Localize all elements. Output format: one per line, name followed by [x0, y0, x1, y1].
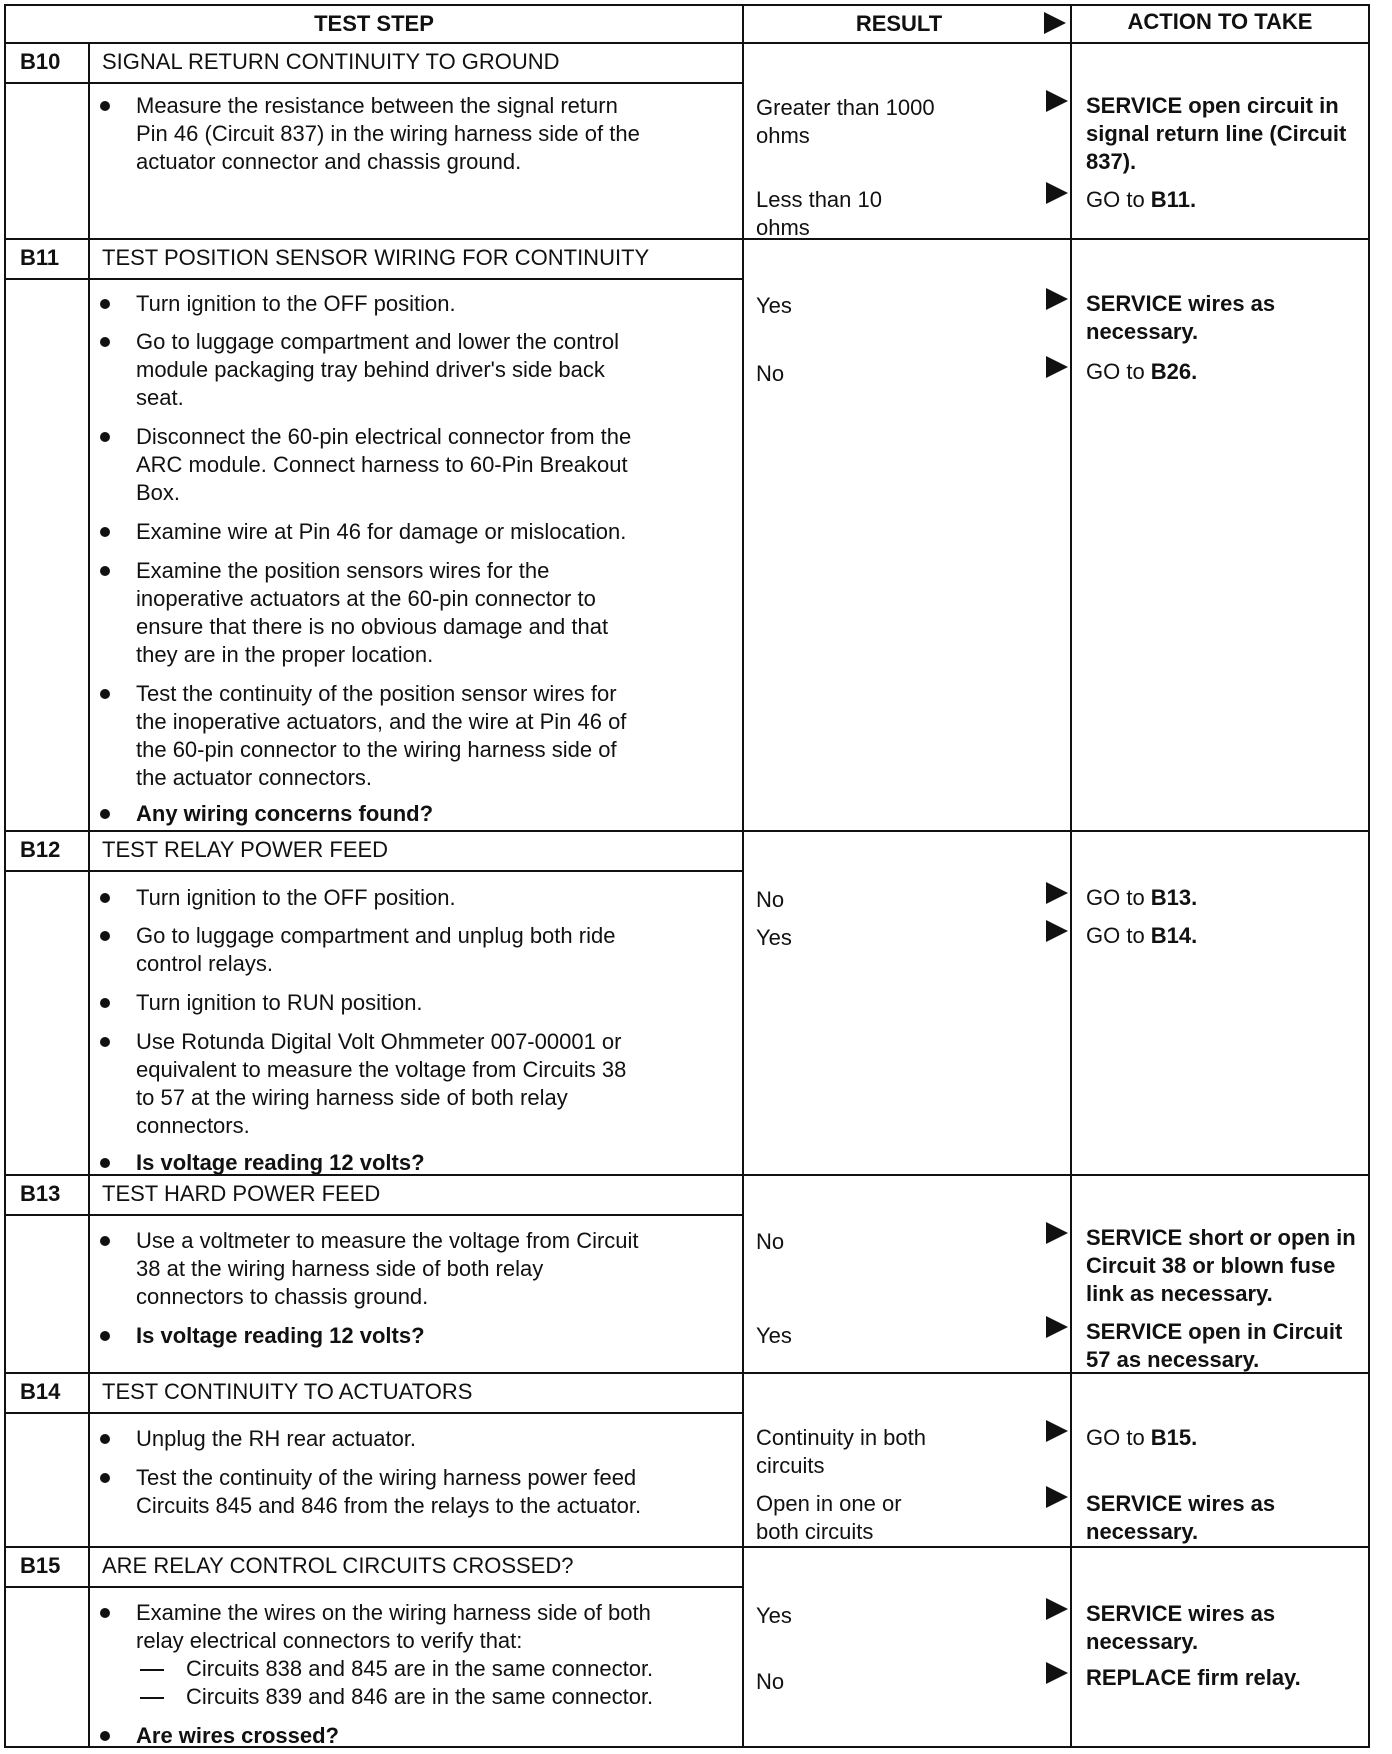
bullet-icon [100, 1434, 110, 1444]
result-text: both circuits [756, 1519, 874, 1544]
step-line: Box. [136, 480, 181, 505]
bullet-icon [100, 1608, 110, 1618]
bullet-icon [100, 432, 110, 442]
step-line: Test the continuity of the wiring harness power feed [136, 1465, 637, 1490]
result-text: circuits [756, 1453, 825, 1478]
header-result: RESULT [855, 11, 943, 36]
action-text: GO to B15. [1086, 1425, 1198, 1450]
column-divider-action [1070, 6, 1072, 1746]
step-id: B15 [20, 1553, 61, 1578]
action-text: SERVICE open in Circuit [1086, 1319, 1343, 1344]
arrow-icon [1046, 882, 1068, 904]
step-line: ensure that there is no obvious damage and that [136, 614, 609, 639]
step-line: Use Rotunda Digital Volt Ohmmeter 007-00001 or [136, 1029, 622, 1054]
step-line: connectors. [136, 1113, 250, 1138]
step-line: Turn ignition to the OFF position. [136, 291, 456, 316]
step-line: Test the continuity of the position sensor wires for [136, 681, 617, 706]
step-line: module packaging tray behind driver's side back [136, 357, 605, 382]
bullet-icon [100, 101, 110, 111]
result-text: Yes [756, 1603, 792, 1628]
bullet-icon [100, 689, 110, 699]
arrow-icon [1046, 1486, 1068, 1508]
step-line: the 60-pin connector to the wiring harness side of [136, 737, 617, 762]
action-text: GO to B13. [1086, 885, 1198, 910]
step-id: B12 [20, 837, 61, 862]
bullet-icon [100, 299, 110, 309]
action-text: necessary. [1086, 319, 1199, 344]
arrow-icon [1046, 920, 1068, 942]
arrow-icon [1044, 12, 1066, 34]
arrow-icon [1046, 1316, 1068, 1338]
action-text: GO to B26. [1086, 359, 1198, 384]
id-cell-divider [88, 238, 90, 280]
step-question: Any wiring concerns found? [136, 801, 434, 826]
result-text: No [756, 1669, 785, 1694]
step-indent-border [88, 1412, 90, 1546]
action-text: SERVICE open circuit in [1086, 93, 1339, 118]
result-text: Yes [756, 1323, 792, 1348]
title-row-divider [6, 1214, 742, 1216]
id-cell-divider [88, 830, 90, 872]
step-line: control relays. [136, 951, 273, 976]
section-divider [6, 238, 1368, 240]
id-cell-divider [88, 1372, 90, 1414]
id-cell-divider [88, 1546, 90, 1588]
column-divider-result [742, 6, 744, 1746]
arrow-icon [1046, 288, 1068, 310]
bullet-icon [100, 527, 110, 537]
result-text: Yes [756, 293, 792, 318]
bullet-icon [100, 1236, 110, 1246]
step-title: TEST CONTINUITY TO ACTUATORS [102, 1379, 473, 1404]
result-text: Greater than 1000 [756, 95, 935, 120]
step-title: TEST RELAY POWER FEED [102, 837, 389, 862]
step-line: inoperative actuators at the 60-pin connector to [136, 586, 596, 611]
section-divider [6, 830, 1368, 832]
arrow-icon [1046, 1662, 1068, 1684]
step-line: ARC module. Connect harness to 60-Pin Breakout [136, 452, 628, 477]
result-text: No [756, 887, 785, 912]
title-row-divider [6, 1586, 742, 1588]
arrow-icon [1046, 356, 1068, 378]
bullet-icon [100, 1731, 110, 1741]
arrow-icon [1046, 182, 1068, 204]
step-title: ARE RELAY CONTROL CIRCUITS CROSSED? [102, 1553, 574, 1578]
title-row-divider [6, 278, 742, 280]
result-text: ohms [756, 215, 810, 240]
result-text: Open in one or [756, 1491, 902, 1516]
step-line: Go to luggage compartment and unplug both ride [136, 923, 616, 948]
action-text: 57 as necessary. [1086, 1347, 1260, 1372]
title-row-divider [6, 870, 742, 872]
step-line: 38 at the wiring harness side of both relay [136, 1256, 544, 1281]
step-line: Examine the position sensors wires for the [136, 558, 550, 583]
arrow-icon [1046, 1598, 1068, 1620]
bullet-icon [100, 1158, 110, 1168]
step-line: Measure the resistance between the signal return [136, 93, 618, 118]
bullet-icon [100, 931, 110, 941]
step-line: seat. [136, 385, 184, 410]
step-line: Turn ignition to RUN position. [136, 990, 423, 1015]
step-line: Go to luggage compartment and lower the control [136, 329, 620, 354]
title-row-divider [6, 1412, 742, 1414]
step-line: the inoperative actuators, and the wire at Pin 46 of [136, 709, 627, 734]
action-text: necessary. [1086, 1519, 1199, 1544]
action-text: necessary. [1086, 1629, 1199, 1654]
step-id: B10 [20, 49, 61, 74]
step-line: Use a voltmeter to measure the voltage from Circuit [136, 1228, 639, 1253]
result-text: No [756, 361, 785, 386]
step-sub-line: Circuits 838 and 845 are in the same connector. [186, 1656, 654, 1681]
bullet-icon [100, 1331, 110, 1341]
step-indent-border [88, 870, 90, 1174]
action-text: 837). [1086, 149, 1137, 174]
step-line: Examine wire at Pin 46 for damage or mislocation. [136, 519, 627, 544]
step-id: B14 [20, 1379, 61, 1404]
result-text: No [756, 1229, 785, 1254]
dash-icon [140, 1669, 164, 1671]
action-text: GO to B11. [1086, 187, 1197, 212]
header-action: ACTION TO TAKE [1127, 9, 1313, 34]
step-id: B13 [20, 1181, 61, 1206]
step-title: SIGNAL RETURN CONTINUITY TO GROUND [102, 49, 560, 74]
step-line: Circuits 845 and 846 from the relays to the actuator. [136, 1493, 642, 1518]
step-line: connectors to chassis ground. [136, 1284, 429, 1309]
step-indent-border [88, 82, 90, 238]
dash-icon [140, 1697, 164, 1699]
bullet-icon [100, 566, 110, 576]
step-line: relay electrical connectors to verify that: [136, 1628, 523, 1653]
action-text: link as necessary. [1086, 1281, 1273, 1306]
header-divider [6, 42, 1368, 44]
diagnostic-test-table [4, 4, 1370, 1748]
step-line: to 57 at the wiring harness side of both relay [136, 1085, 568, 1110]
step-indent-border [88, 278, 90, 830]
step-line: the actuator connectors. [136, 765, 373, 790]
title-row-divider [6, 82, 742, 84]
step-title: TEST POSITION SENSOR WIRING FOR CONTINUITY [102, 245, 650, 270]
action-text: signal return line (Circuit [1086, 121, 1347, 146]
step-line: Examine the wires on the wiring harness side of both [136, 1600, 651, 1625]
bullet-icon [100, 337, 110, 347]
bullet-icon [100, 893, 110, 903]
arrow-icon [1046, 1420, 1068, 1442]
step-question: Is voltage reading 12 volts? [136, 1150, 425, 1175]
step-indent-border [88, 1214, 90, 1372]
step-line: Unplug the RH rear actuator. [136, 1426, 417, 1451]
step-question: Is voltage reading 12 volts? [136, 1323, 425, 1348]
step-id: B11 [20, 245, 60, 270]
step-indent-border [88, 1586, 90, 1746]
result-text: Less than 10 [756, 187, 882, 212]
header-test-step: TEST STEP [314, 11, 434, 36]
action-text: Circuit 38 or blown fuse [1086, 1253, 1336, 1278]
action-text: SERVICE wires as [1086, 291, 1276, 316]
arrow-icon [1046, 90, 1068, 112]
step-line: equivalent to measure the voltage from Circuits 38 [136, 1057, 627, 1082]
id-cell-divider [88, 42, 90, 84]
step-sub-line: Circuits 839 and 846 are in the same connector. [186, 1684, 654, 1709]
result-text: ohms [756, 123, 810, 148]
action-text: REPLACE firm relay. [1086, 1665, 1301, 1690]
step-line: Disconnect the 60-pin electrical connector from the [136, 424, 632, 449]
step-line: Turn ignition to the OFF position. [136, 885, 456, 910]
step-line: actuator connector and chassis ground. [136, 149, 522, 174]
arrow-icon [1046, 1222, 1068, 1244]
bullet-icon [100, 1037, 110, 1047]
result-text: Yes [756, 925, 792, 950]
step-title: TEST HARD POWER FEED [102, 1181, 381, 1206]
step-line: Pin 46 (Circuit 837) in the wiring harness side of the [136, 121, 640, 146]
id-cell-divider [88, 1174, 90, 1216]
result-text: Continuity in both [756, 1425, 926, 1450]
step-line: they are in the proper location. [136, 642, 434, 667]
section-divider [6, 1546, 1368, 1548]
bullet-icon [100, 998, 110, 1008]
bullet-icon [100, 809, 110, 819]
action-text: SERVICE wires as [1086, 1601, 1276, 1626]
step-question: Are wires crossed? [136, 1723, 339, 1748]
action-text: SERVICE wires as [1086, 1491, 1276, 1516]
action-text: SERVICE short or open in [1086, 1225, 1356, 1250]
bullet-icon [100, 1473, 110, 1483]
action-text: GO to B14. [1086, 923, 1198, 948]
